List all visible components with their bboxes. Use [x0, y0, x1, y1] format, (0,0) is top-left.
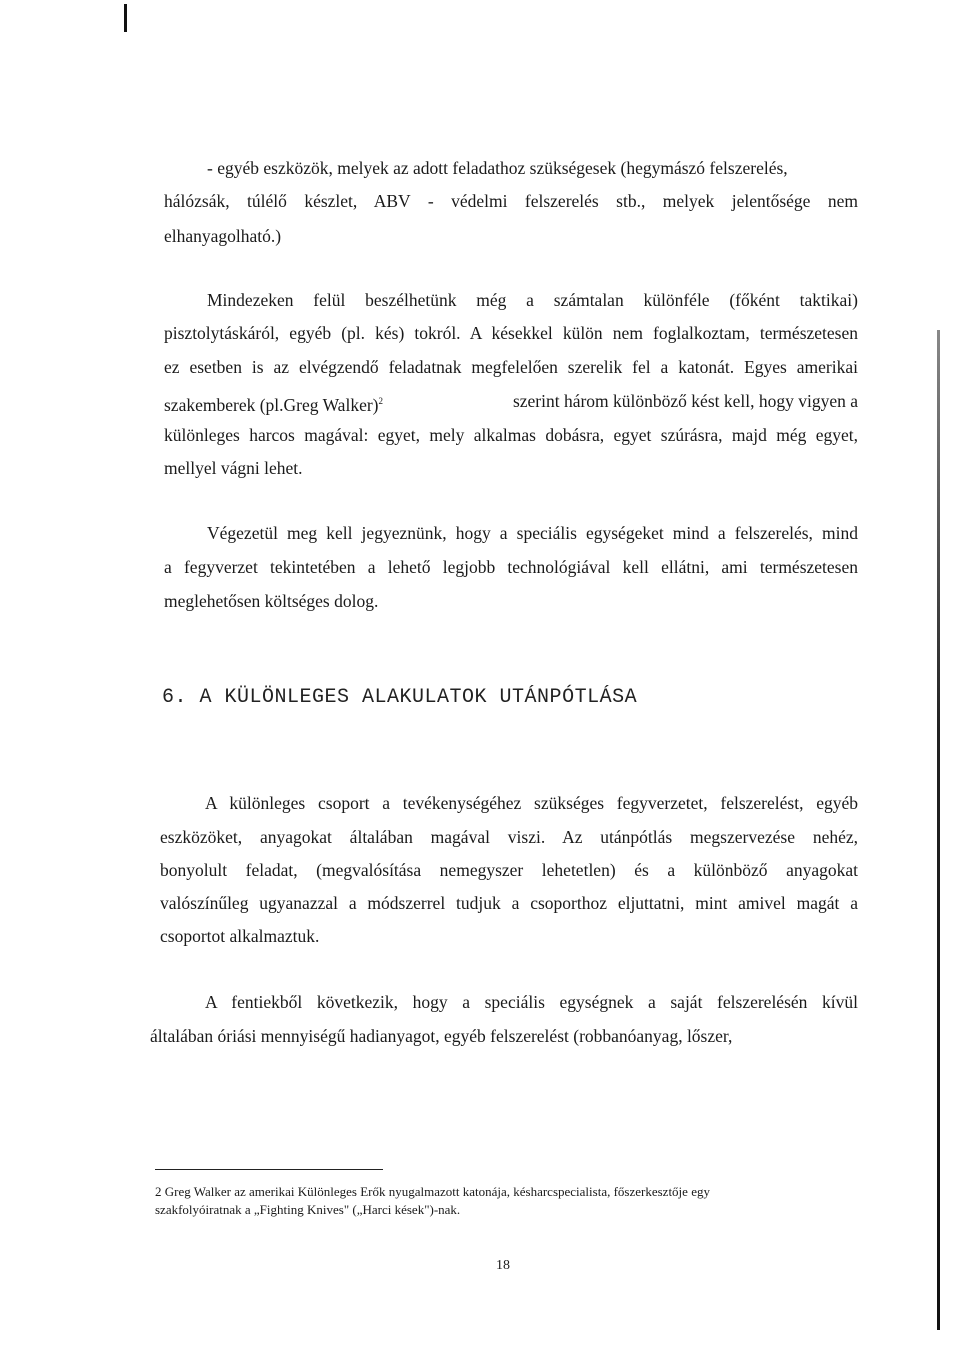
para2-line4: [164, 390, 858, 416]
para2-line6: mellyel vágni lehet.: [164, 458, 303, 478]
section-heading: 6. A KÜLÖNLEGES ALAKULATOK UTÁNPÓTLÁSA: [162, 686, 638, 709]
para2-line5: különleges harcos magával: egyet, mely alkalmas dobásra, egyet szúrásra, majd még egyet,: [164, 425, 858, 445]
para2-line4-start: szakemberek (pl.Greg Walker)$^2$: [164, 394, 383, 415]
para5-line2: általában óriási mennyiségű hadianyagot, egyéb felszerelést (robbanóanyag, lőszer,: [150, 1026, 733, 1046]
footnote-rule: [155, 1169, 383, 1170]
para2-line3: ez esetben is az elvégzendő feladatnak megfelelően szerelik fel a katonát. Egyes amerikai: [164, 357, 858, 377]
footnote-line1: 2 Greg Walker az amerikai Különleges Erők nyugalmazott katonája, késharcspecialista, főszerkesztője egy: [155, 1184, 710, 1199]
footnote-line2: szakfolyóiratnak a „Fighting Knives" („Harci kések")-nak.: [155, 1202, 461, 1217]
page-number: 18: [496, 1258, 510, 1273]
para4-line5: csoportot alkalmaztuk.: [160, 926, 320, 946]
scan-edge-rule: [937, 330, 940, 1330]
para3-line3: meglehetősen költséges dolog.: [164, 591, 379, 611]
para3-line2: a fegyverzet tekintetében a lehető legjobb technológiával kell ellátni, ami természetesen: [164, 557, 858, 577]
para1-line1: - egyéb eszközök, melyek az adott feladathoz szükségesek (hegymászó felszerelés,: [207, 158, 788, 178]
para2-line2: pisztolytáskáról, egyéb (pl. kés) tokról. A késekkel külön nem foglalkoztam, természetesen: [164, 323, 858, 343]
para4-line2: eszközöket, anyagokat általában magával viszi. Az utánpótlás megszervezése nehéz,: [160, 827, 858, 847]
para1-line3: elhanyagolható.): [164, 226, 282, 246]
para4-line4: valószínűleg ugyanazzal a módszerrel tudjuk a csoporthoz eljuttatni, mint amivel magát a: [160, 893, 858, 913]
para2-line1: Mindezeken felül beszélhetünk még a számtalan különféle (főként taktikai): [207, 290, 858, 310]
para4-line1: A különleges csoport a tevékenységéhez szükséges fegyverzetet, felszerelést, egyéb: [205, 793, 858, 813]
para5-line1: A fentiekből következik, hogy a speciális egységnek a saját felszerelésén kívül: [205, 992, 858, 1012]
scan-mark: [124, 4, 127, 32]
para3-line1: Végezetül meg kell jegyeznünk, hogy a speciális egységeket mind a felszerelés, mind: [207, 523, 858, 543]
footnote-ref: 2: [378, 396, 383, 406]
para1-line2: hálózsák, túlélő készlet, ABV - védelmi felszerelés stb., melyek jelentősége nem: [164, 191, 858, 211]
para4-line3: bonyolult feladat, (megvalósítása nemegyszer lehetetlen) és a különböző anyagokat: [160, 860, 858, 880]
para2-line4-end: szerint három különböző kést kell, hogy vigyen a: [512, 391, 858, 411]
